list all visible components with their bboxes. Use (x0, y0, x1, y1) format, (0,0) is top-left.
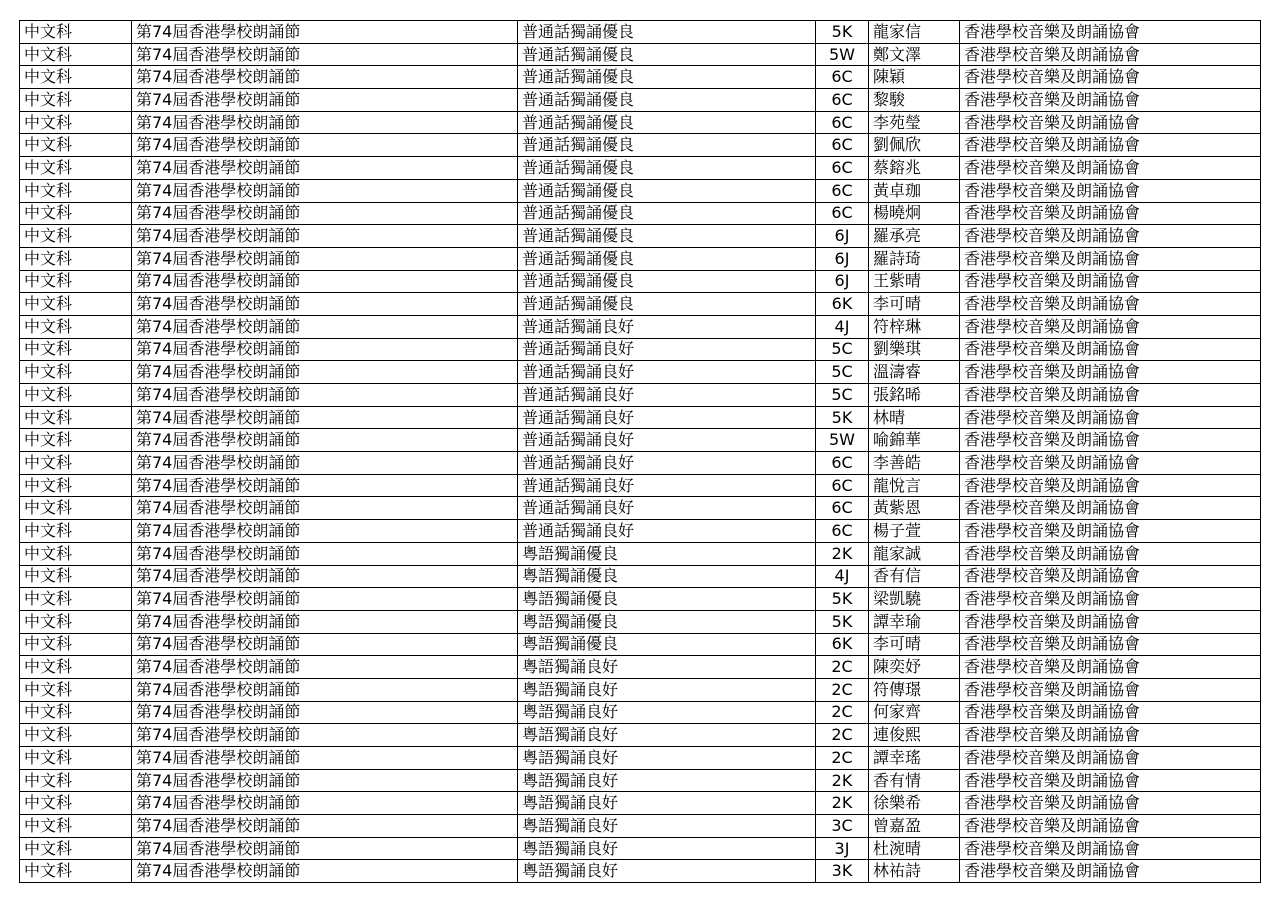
class-cell: 6J (816, 225, 869, 248)
table-row (20, 678, 1261, 701)
organizer-cell: 香港學校音樂及朗誦協會 (960, 270, 1261, 293)
table-row (20, 792, 1261, 815)
event-cell: 第74屆香港學校朗誦節 (132, 270, 518, 293)
event-cell: 第74屆香港學校朗誦節 (132, 678, 518, 701)
student-name-cell: 杜涴晴 (869, 837, 960, 860)
event-cell: 第74屆香港學校朗誦節 (132, 179, 518, 202)
subject-cell: 中文科 (20, 497, 132, 520)
student-name-cell: 羅詩琦 (869, 247, 960, 270)
award-cell: 普通話獨誦優良 (518, 179, 816, 202)
class-cell: 5C (816, 384, 869, 407)
subject-cell: 中文科 (20, 474, 132, 497)
organizer-cell: 香港學校音樂及朗誦協會 (960, 338, 1261, 361)
organizer-cell: 香港學校音樂及朗誦協會 (960, 769, 1261, 792)
organizer-cell: 香港學校音樂及朗誦協會 (960, 452, 1261, 475)
student-name-cell: 李善皓 (869, 452, 960, 475)
class-cell: 2C (816, 747, 869, 770)
table-row (20, 815, 1261, 838)
award-cell: 普通話獨誦優良 (518, 21, 816, 44)
table-row (20, 202, 1261, 225)
student-name-cell: 林祐詩 (869, 860, 960, 883)
event-cell: 第74屆香港學校朗誦節 (132, 633, 518, 656)
student-name-cell: 黃卓珈 (869, 179, 960, 202)
class-cell: 5W (816, 43, 869, 66)
event-cell: 第74屆香港學校朗誦節 (132, 89, 518, 112)
subject-cell: 中文科 (20, 588, 132, 611)
subject-cell: 中文科 (20, 111, 132, 134)
class-cell: 5K (816, 588, 869, 611)
award-cell: 普通話獨誦優良 (518, 225, 816, 248)
event-cell: 第74屆香港學校朗誦節 (132, 747, 518, 770)
class-cell: 2K (816, 792, 869, 815)
organizer-cell: 香港學校音樂及朗誦協會 (960, 497, 1261, 520)
class-cell: 2C (816, 678, 869, 701)
student-name-cell: 蔡鎔兆 (869, 157, 960, 180)
class-cell: 6C (816, 497, 869, 520)
table-row (20, 361, 1261, 384)
student-name-cell: 符傳璟 (869, 678, 960, 701)
organizer-cell: 香港學校音樂及朗誦協會 (960, 225, 1261, 248)
table-row (20, 293, 1261, 316)
event-cell: 第74屆香港學校朗誦節 (132, 769, 518, 792)
table-row (20, 860, 1261, 883)
organizer-cell: 香港學校音樂及朗誦協會 (960, 293, 1261, 316)
event-cell: 第74屆香港學校朗誦節 (132, 111, 518, 134)
class-cell: 5C (816, 338, 869, 361)
subject-cell: 中文科 (20, 315, 132, 338)
event-cell: 第74屆香港學校朗誦節 (132, 429, 518, 452)
award-cell: 普通話獨誦良好 (518, 384, 816, 407)
award-cell: 粵語獨誦優良 (518, 565, 816, 588)
table-row (20, 225, 1261, 248)
table-row (20, 338, 1261, 361)
table-row (20, 474, 1261, 497)
event-cell: 第74屆香港學校朗誦節 (132, 134, 518, 157)
student-name-cell: 楊曉炯 (869, 202, 960, 225)
class-cell: 6K (816, 293, 869, 316)
subject-cell: 中文科 (20, 66, 132, 89)
subject-cell: 中文科 (20, 452, 132, 475)
organizer-cell: 香港學校音樂及朗誦協會 (960, 111, 1261, 134)
event-cell: 第74屆香港學校朗誦節 (132, 315, 518, 338)
student-name-cell: 李苑瑩 (869, 111, 960, 134)
event-cell: 第74屆香港學校朗誦節 (132, 701, 518, 724)
class-cell: 6C (816, 520, 869, 543)
student-name-cell: 曾嘉盈 (869, 815, 960, 838)
organizer-cell: 香港學校音樂及朗誦協會 (960, 89, 1261, 112)
student-name-cell: 龍家信 (869, 21, 960, 44)
class-cell: 6K (816, 633, 869, 656)
table-row (20, 769, 1261, 792)
organizer-cell: 香港學校音樂及朗誦協會 (960, 315, 1261, 338)
class-cell: 5K (816, 610, 869, 633)
table-row (20, 497, 1261, 520)
event-cell: 第74屆香港學校朗誦節 (132, 384, 518, 407)
organizer-cell: 香港學校音樂及朗誦協會 (960, 633, 1261, 656)
class-cell: 6J (816, 247, 869, 270)
award-cell: 粵語獨誦良好 (518, 724, 816, 747)
award-cell: 普通話獨誦優良 (518, 43, 816, 66)
class-cell: 6C (816, 157, 869, 180)
subject-cell: 中文科 (20, 815, 132, 838)
organizer-cell: 香港學校音樂及朗誦協會 (960, 429, 1261, 452)
award-cell: 粵語獨誦良好 (518, 701, 816, 724)
subject-cell: 中文科 (20, 179, 132, 202)
event-cell: 第74屆香港學校朗誦節 (132, 792, 518, 815)
organizer-cell: 香港學校音樂及朗誦協會 (960, 792, 1261, 815)
class-cell: 3K (816, 860, 869, 883)
student-name-cell: 香有信 (869, 565, 960, 588)
student-name-cell: 何家齊 (869, 701, 960, 724)
student-name-cell: 陳穎 (869, 66, 960, 89)
organizer-cell: 香港學校音樂及朗誦協會 (960, 134, 1261, 157)
event-cell: 第74屆香港學校朗誦節 (132, 724, 518, 747)
student-name-cell: 林晴 (869, 406, 960, 429)
award-cell: 粵語獨誦良好 (518, 678, 816, 701)
organizer-cell: 香港學校音樂及朗誦協會 (960, 656, 1261, 679)
event-cell: 第74屆香港學校朗誦節 (132, 43, 518, 66)
subject-cell: 中文科 (20, 678, 132, 701)
event-cell: 第74屆香港學校朗誦節 (132, 815, 518, 838)
award-cell: 普通話獨誦優良 (518, 157, 816, 180)
organizer-cell: 香港學校音樂及朗誦協會 (960, 747, 1261, 770)
subject-cell: 中文科 (20, 43, 132, 66)
award-cell: 普通話獨誦良好 (518, 497, 816, 520)
event-cell: 第74屆香港學校朗誦節 (132, 202, 518, 225)
award-cell: 粵語獨誦良好 (518, 815, 816, 838)
award-cell: 粵語獨誦優良 (518, 633, 816, 656)
event-cell: 第74屆香港學校朗誦節 (132, 225, 518, 248)
subject-cell: 中文科 (20, 157, 132, 180)
subject-cell: 中文科 (20, 384, 132, 407)
organizer-cell: 香港學校音樂及朗誦協會 (960, 701, 1261, 724)
organizer-cell: 香港學校音樂及朗誦協會 (960, 860, 1261, 883)
table-row (20, 179, 1261, 202)
event-cell: 第74屆香港學校朗誦節 (132, 293, 518, 316)
class-cell: 6J (816, 270, 869, 293)
event-cell: 第74屆香港學校朗誦節 (132, 837, 518, 860)
student-name-cell: 楊子萱 (869, 520, 960, 543)
award-cell: 粵語獨誦良好 (518, 769, 816, 792)
subject-cell: 中文科 (20, 542, 132, 565)
class-cell: 6C (816, 134, 869, 157)
class-cell: 3C (816, 815, 869, 838)
table-row (20, 429, 1261, 452)
class-cell: 2C (816, 701, 869, 724)
event-cell: 第74屆香港學校朗誦節 (132, 565, 518, 588)
organizer-cell: 香港學校音樂及朗誦協會 (960, 610, 1261, 633)
table-row (20, 724, 1261, 747)
student-name-cell: 黎駿 (869, 89, 960, 112)
student-name-cell: 李可晴 (869, 293, 960, 316)
organizer-cell: 香港學校音樂及朗誦協會 (960, 815, 1261, 838)
organizer-cell: 香港學校音樂及朗誦協會 (960, 588, 1261, 611)
organizer-cell: 香港學校音樂及朗誦協會 (960, 474, 1261, 497)
award-cell: 粵語獨誦優良 (518, 610, 816, 633)
student-name-cell: 陳奕妤 (869, 656, 960, 679)
event-cell: 第74屆香港學校朗誦節 (132, 588, 518, 611)
class-cell: 4J (816, 315, 869, 338)
class-cell: 2K (816, 542, 869, 565)
student-name-cell: 黃紫恩 (869, 497, 960, 520)
award-cell: 普通話獨誦良好 (518, 361, 816, 384)
subject-cell: 中文科 (20, 565, 132, 588)
subject-cell: 中文科 (20, 747, 132, 770)
event-cell: 第74屆香港學校朗誦節 (132, 21, 518, 44)
award-cell: 普通話獨誦良好 (518, 315, 816, 338)
subject-cell: 中文科 (20, 701, 132, 724)
organizer-cell: 香港學校音樂及朗誦協會 (960, 837, 1261, 860)
awards-table-body (20, 21, 1261, 883)
table-row (20, 89, 1261, 112)
student-name-cell: 羅承亮 (869, 225, 960, 248)
student-name-cell: 王紫晴 (869, 270, 960, 293)
student-name-cell: 劉樂琪 (869, 338, 960, 361)
class-cell: 6C (816, 89, 869, 112)
awards-table (19, 20, 1261, 883)
table-row (20, 66, 1261, 89)
award-cell: 普通話獨誦優良 (518, 111, 816, 134)
organizer-cell: 香港學校音樂及朗誦協會 (960, 361, 1261, 384)
table-row (20, 384, 1261, 407)
student-name-cell: 劉佩欣 (869, 134, 960, 157)
table-row (20, 157, 1261, 180)
student-name-cell: 符梓琳 (869, 315, 960, 338)
organizer-cell: 香港學校音樂及朗誦協會 (960, 43, 1261, 66)
organizer-cell: 香港學校音樂及朗誦協會 (960, 724, 1261, 747)
award-cell: 普通話獨誦良好 (518, 452, 816, 475)
event-cell: 第74屆香港學校朗誦節 (132, 520, 518, 543)
award-cell: 普通話獨誦優良 (518, 66, 816, 89)
class-cell: 6C (816, 179, 869, 202)
organizer-cell: 香港學校音樂及朗誦協會 (960, 565, 1261, 588)
subject-cell: 中文科 (20, 89, 132, 112)
award-cell: 普通話獨誦良好 (518, 406, 816, 429)
organizer-cell: 香港學校音樂及朗誦協會 (960, 247, 1261, 270)
event-cell: 第74屆香港學校朗誦節 (132, 452, 518, 475)
table-row (20, 21, 1261, 44)
subject-cell: 中文科 (20, 724, 132, 747)
subject-cell: 中文科 (20, 361, 132, 384)
table-row (20, 610, 1261, 633)
class-cell: 5W (816, 429, 869, 452)
organizer-cell: 香港學校音樂及朗誦協會 (960, 384, 1261, 407)
table-row (20, 406, 1261, 429)
subject-cell: 中文科 (20, 769, 132, 792)
table-row (20, 588, 1261, 611)
class-cell: 6C (816, 452, 869, 475)
organizer-cell: 香港學校音樂及朗誦協會 (960, 542, 1261, 565)
student-name-cell: 張銘晞 (869, 384, 960, 407)
subject-cell: 中文科 (20, 610, 132, 633)
class-cell: 6C (816, 474, 869, 497)
table-row (20, 270, 1261, 293)
award-cell: 粵語獨誦優良 (518, 542, 816, 565)
subject-cell: 中文科 (20, 134, 132, 157)
table-row (20, 520, 1261, 543)
award-cell: 普通話獨誦優良 (518, 270, 816, 293)
award-cell: 粵語獨誦良好 (518, 860, 816, 883)
table-row (20, 111, 1261, 134)
event-cell: 第74屆香港學校朗誦節 (132, 542, 518, 565)
table-row (20, 315, 1261, 338)
award-cell: 普通話獨誦優良 (518, 202, 816, 225)
event-cell: 第74屆香港學校朗誦節 (132, 610, 518, 633)
table-row (20, 247, 1261, 270)
award-cell: 粵語獨誦良好 (518, 656, 816, 679)
student-name-cell: 香有情 (869, 769, 960, 792)
award-cell: 普通話獨誦優良 (518, 293, 816, 316)
organizer-cell: 香港學校音樂及朗誦協會 (960, 520, 1261, 543)
student-name-cell: 李可晴 (869, 633, 960, 656)
student-name-cell: 連俊熙 (869, 724, 960, 747)
student-name-cell: 梁凱驍 (869, 588, 960, 611)
table-row (20, 542, 1261, 565)
award-cell: 普通話獨誦良好 (518, 474, 816, 497)
event-cell: 第74屆香港學校朗誦節 (132, 860, 518, 883)
student-name-cell: 喻錦華 (869, 429, 960, 452)
subject-cell: 中文科 (20, 633, 132, 656)
table-row (20, 837, 1261, 860)
award-cell: 普通話獨誦良好 (518, 429, 816, 452)
award-cell: 粵語獨誦良好 (518, 747, 816, 770)
student-name-cell: 鄭文澤 (869, 43, 960, 66)
subject-cell: 中文科 (20, 247, 132, 270)
table-row (20, 701, 1261, 724)
subject-cell: 中文科 (20, 792, 132, 815)
student-name-cell: 徐樂希 (869, 792, 960, 815)
student-name-cell: 譚幸瑤 (869, 747, 960, 770)
subject-cell: 中文科 (20, 338, 132, 361)
organizer-cell: 香港學校音樂及朗誦協會 (960, 406, 1261, 429)
event-cell: 第74屆香港學校朗誦節 (132, 406, 518, 429)
subject-cell: 中文科 (20, 202, 132, 225)
award-cell: 粵語獨誦優良 (518, 588, 816, 611)
subject-cell: 中文科 (20, 837, 132, 860)
award-cell: 普通話獨誦優良 (518, 134, 816, 157)
class-cell: 2C (816, 656, 869, 679)
event-cell: 第74屆香港學校朗誦節 (132, 474, 518, 497)
event-cell: 第74屆香港學校朗誦節 (132, 497, 518, 520)
class-cell: 6C (816, 111, 869, 134)
table-row (20, 633, 1261, 656)
award-cell: 普通話獨誦良好 (518, 338, 816, 361)
event-cell: 第74屆香港學校朗誦節 (132, 361, 518, 384)
subject-cell: 中文科 (20, 860, 132, 883)
table-row (20, 43, 1261, 66)
class-cell: 4J (816, 565, 869, 588)
subject-cell: 中文科 (20, 225, 132, 248)
class-cell: 5K (816, 21, 869, 44)
class-cell: 2C (816, 724, 869, 747)
class-cell: 5K (816, 406, 869, 429)
class-cell: 6C (816, 202, 869, 225)
table-row (20, 656, 1261, 679)
organizer-cell: 香港學校音樂及朗誦協會 (960, 21, 1261, 44)
table-row (20, 747, 1261, 770)
subject-cell: 中文科 (20, 656, 132, 679)
organizer-cell: 香港學校音樂及朗誦協會 (960, 66, 1261, 89)
subject-cell: 中文科 (20, 293, 132, 316)
organizer-cell: 香港學校音樂及朗誦協會 (960, 157, 1261, 180)
class-cell: 5C (816, 361, 869, 384)
table-row (20, 452, 1261, 475)
event-cell: 第74屆香港學校朗誦節 (132, 656, 518, 679)
award-cell: 普通話獨誦良好 (518, 520, 816, 543)
organizer-cell: 香港學校音樂及朗誦協會 (960, 202, 1261, 225)
event-cell: 第74屆香港學校朗誦節 (132, 247, 518, 270)
class-cell: 3J (816, 837, 869, 860)
organizer-cell: 香港學校音樂及朗誦協會 (960, 678, 1261, 701)
event-cell: 第74屆香港學校朗誦節 (132, 338, 518, 361)
class-cell: 2K (816, 769, 869, 792)
subject-cell: 中文科 (20, 520, 132, 543)
award-cell: 普通話獨誦優良 (518, 247, 816, 270)
student-name-cell: 龍家誠 (869, 542, 960, 565)
class-cell: 6C (816, 66, 869, 89)
table-row (20, 565, 1261, 588)
subject-cell: 中文科 (20, 270, 132, 293)
event-cell: 第74屆香港學校朗誦節 (132, 66, 518, 89)
award-cell: 粵語獨誦良好 (518, 837, 816, 860)
subject-cell: 中文科 (20, 429, 132, 452)
organizer-cell: 香港學校音樂及朗誦協會 (960, 179, 1261, 202)
award-cell: 粵語獨誦良好 (518, 792, 816, 815)
award-cell: 普通話獨誦優良 (518, 89, 816, 112)
subject-cell: 中文科 (20, 406, 132, 429)
subject-cell: 中文科 (20, 21, 132, 44)
student-name-cell: 溫濤睿 (869, 361, 960, 384)
student-name-cell: 譚幸瑜 (869, 610, 960, 633)
event-cell: 第74屆香港學校朗誦節 (132, 157, 518, 180)
table-row (20, 134, 1261, 157)
student-name-cell: 龍悅言 (869, 474, 960, 497)
